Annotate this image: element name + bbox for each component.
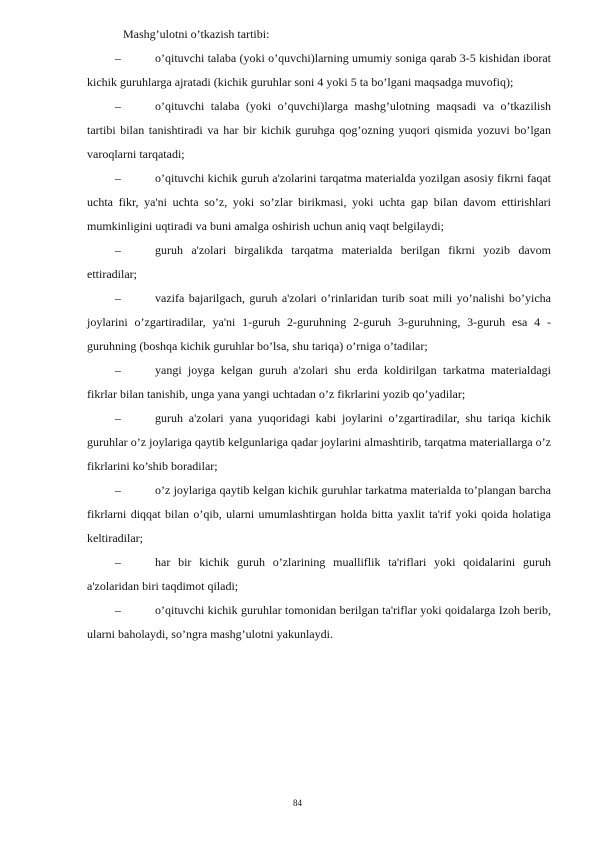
list-item-text: o’qituvchi talaba (yoki o’quvchi)larga mashg’ulotning maqsadi va o’tkazilish tartibi bilan tanishtiradi va har bir kichik guruhga qog’ozning yuqori qismida yozuvi bo’lgan varoqlarni tarqatadi; <box>87 99 551 161</box>
dash-bullet-icon: – <box>115 411 121 425</box>
list-item-text: guruh a'zolari yana yuqoridagi kabi joylarini o’zgartiradilar, shu tariqa kichik guruhlar o’z joylariga qaytib kelgunlariga qadar joylarini almashtirib, tarqatma materiallarga o’z fikrlarini ko’shib boradilar; <box>87 411 551 473</box>
dash-bullet-icon: – <box>115 51 121 65</box>
document-body <box>87 22 551 646</box>
dash-bullet-icon: – <box>115 99 121 113</box>
procedure-list <box>87 46 551 646</box>
dash-bullet-icon: – <box>115 363 121 377</box>
list-item <box>87 358 551 406</box>
list-item <box>87 406 551 478</box>
list-item-text: yangi joyga kelgan guruh a'zolari shu erda koldirilgan tarkatma materialdagi fikrlar bilan tanishib, unga yana yangi uchtadan o’z fikrlarini yozib qo’yadilar; <box>87 363 551 401</box>
list-item-text: vazifa bajarilgach, guruh a'zolari o’rinlaridan turib soat mili yo’nalishi bo’yicha joylarini o’zgartiradilar, ya'ni 1-guruh 2-guruhning 2-guruh 3-guruhning, 3-guruh esa 4 - guruhning (boshqa kichik guruhlar bo’lsa, shu tariqa) o’rniga o’tadilar; <box>87 291 551 353</box>
section-heading: Mashg’ulotni o’tkazish tartibi: <box>123 27 270 41</box>
list-item-text: o’qituvchi kichik guruh a'zolarini tarqatma materialda yozilgan asosiy fikrni faqat uchta fikr, ya'ni uchta so’z, yoki so’zlar birikmasi, yoki uchta gap bilan davom ettirishlari mumkinligini uqtiradi va buni amalga oshirish uchun aniq vaqt belgilaydi; <box>87 171 551 233</box>
list-item <box>87 286 551 358</box>
list-item <box>87 46 551 94</box>
list-item <box>87 550 551 598</box>
list-item-text: har bir kichik guruh o’zlarining mualliflik ta'riflari yoki qoidalarini guruh a'zolaridan biri taqdimot qiladi; <box>87 555 551 593</box>
list-item-text: o’qituvchi kichik guruhlar tomonidan berilgan ta'riflar yoki qoidalarga Izoh berib, ularni baholaydi, so’ngra mashg’ulotni yakunlaydi. <box>87 603 551 641</box>
dash-bullet-icon: – <box>115 555 121 569</box>
list-item-text: guruh a'zolari birgalikda tarqatma materialda berilgan fikrni yozib davom ettiradilar; <box>87 243 551 281</box>
dash-bullet-icon: – <box>115 243 121 257</box>
page-number: 84 <box>293 798 302 808</box>
dash-bullet-icon: – <box>115 483 121 497</box>
list-item-text: o’z joylariga qaytib kelgan kichik guruhlar tarkatma materialda to’plangan barcha fikrlarni diqqat bilan o’qib, ularni umumlashtirgan holda bitta yaxlit ta'rif yoki qoida holatiga keltiradilar; <box>87 483 551 545</box>
list-item <box>87 94 551 166</box>
dash-bullet-icon: – <box>115 291 121 305</box>
dash-bullet-icon: – <box>115 603 121 617</box>
list-item <box>87 166 551 238</box>
list-item <box>87 478 551 550</box>
list-item <box>87 598 551 646</box>
list-item <box>87 238 551 286</box>
list-item-text: o’qituvchi talaba (yoki o’quvchi)larning umumiy soniga qarab 3-5 kishidan iborat kichik guruhlarga ajratadi (kichik guruhlar soni 4 yoki 5 ta bo’lgani maqsadga muvofiq); <box>87 51 551 89</box>
dash-bullet-icon: – <box>115 171 121 185</box>
